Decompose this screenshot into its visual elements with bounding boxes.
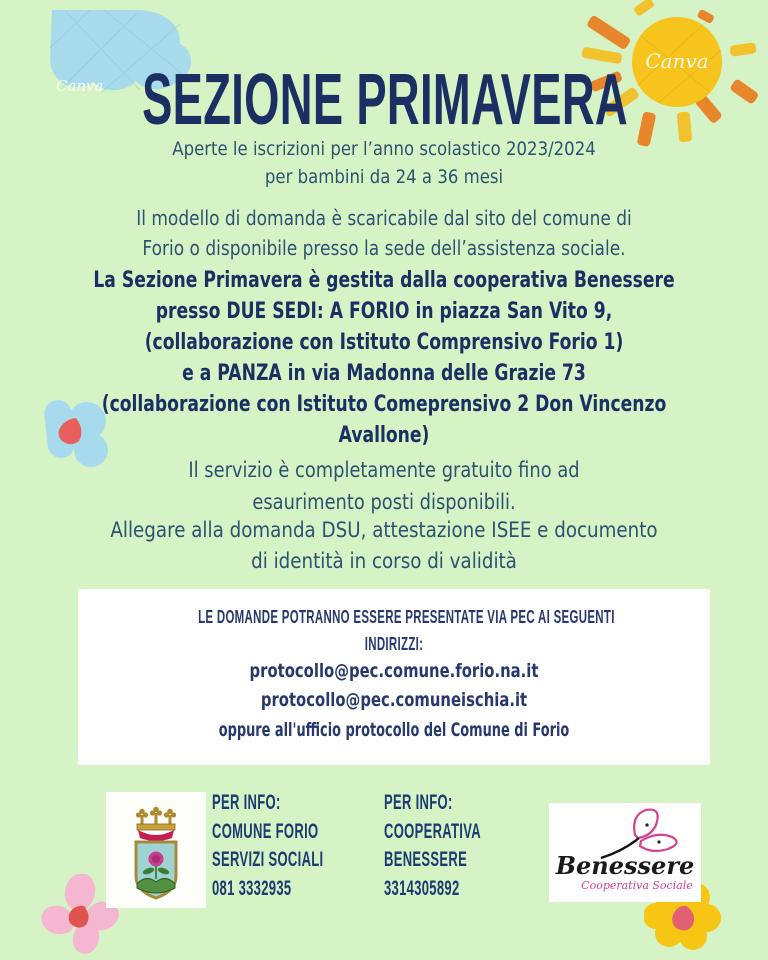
gratuito-line: Il servizio è completamente gratuito fino ad bbox=[188, 458, 580, 482]
contact-line: SERVIZI SOCIALI bbox=[212, 848, 324, 871]
contact-line: COMUNE FORIO bbox=[212, 819, 319, 843]
contact-line: PER INFO: bbox=[384, 791, 453, 814]
subtitle-line: Aperte le iscrizioni per l’anno scolastico 2023/2024 bbox=[172, 138, 596, 160]
sedi-line: La Sezione Primavera è gestita dalla cooperativa Benessere bbox=[93, 268, 675, 293]
allegati-paragraph bbox=[50, 515, 718, 577]
canva-watermark-cloud: Canva bbox=[56, 77, 104, 95]
pec-email: protocollo@pec.comune.forio.na.it bbox=[249, 660, 539, 682]
gratuito-line: esaurimento posti disponibili. bbox=[252, 489, 516, 514]
benessere-logo-subtitle: Cooperativa Sociale bbox=[581, 879, 693, 892]
intro-line: Il modello di domanda è scaricabile dal sito del comune di bbox=[136, 206, 632, 230]
sedi-line: (collaborazione con Istituto Comprensivo Forio 1) bbox=[144, 330, 624, 355]
pec-footer bbox=[179, 715, 609, 745]
contact-line: BENESSERE bbox=[384, 848, 468, 871]
benessere-logo bbox=[549, 803, 701, 902]
sedi-line: e a PANZA in via Madonna delle Grazie 73 bbox=[182, 361, 586, 386]
sedi-line: presso DUE SEDI: A FORIO in piazza San Vito 9, bbox=[155, 299, 613, 324]
gratuito-paragraph bbox=[58, 455, 711, 518]
allegati-line: di identità in corso di validità bbox=[251, 549, 517, 573]
contact-comune bbox=[212, 789, 392, 903]
sedi-line: Avallone) bbox=[338, 423, 430, 448]
contact-cooperativa bbox=[384, 789, 540, 903]
pec-box bbox=[78, 589, 710, 765]
sedi-line: (collaborazione con Istituto Comeprensivo 2 Don Vincenzo bbox=[101, 392, 667, 417]
page-title: SEZIONE PRIMAVERA bbox=[142, 60, 628, 140]
allegati-line: Allegare alla domanda DSU, attestazione ISEE e documento bbox=[110, 518, 658, 542]
pec-heading-line: INDIRIZZI: bbox=[364, 633, 424, 654]
sedi-paragraph bbox=[84, 265, 683, 451]
intro-line: Forio o disponibile presso la sede dell’assistenza sociale. bbox=[142, 236, 626, 260]
pec-heading-line: LE DOMANDE POTRANNO ESSERE PRESENTATE VIA PEC AI SEGUENTI bbox=[198, 606, 615, 627]
blue-flower-illustration bbox=[40, 396, 112, 472]
canva-watermark-sun: Canva bbox=[645, 49, 709, 73]
contact-phone: 3314305892 bbox=[384, 876, 460, 900]
pec-email: protocollo@pec.comuneischia.it bbox=[260, 689, 528, 711]
contact-line: COOPERATIVA bbox=[384, 819, 481, 843]
subtitle-line: per bambini da 24 a 36 mesi bbox=[264, 166, 504, 188]
intro-paragraph bbox=[65, 203, 702, 263]
contact-phone: 081 3332935 bbox=[212, 876, 292, 900]
pec-footer-bold: Forio bbox=[532, 719, 570, 741]
crown-graphic bbox=[136, 807, 176, 841]
contact-line: PER INFO: bbox=[212, 791, 281, 814]
comune-forio-crest bbox=[106, 792, 206, 908]
pec-footer-text: oppure all'ufficio protocollo del Comune di bbox=[218, 719, 533, 741]
benessere-logo-name: Benessere bbox=[555, 851, 695, 880]
